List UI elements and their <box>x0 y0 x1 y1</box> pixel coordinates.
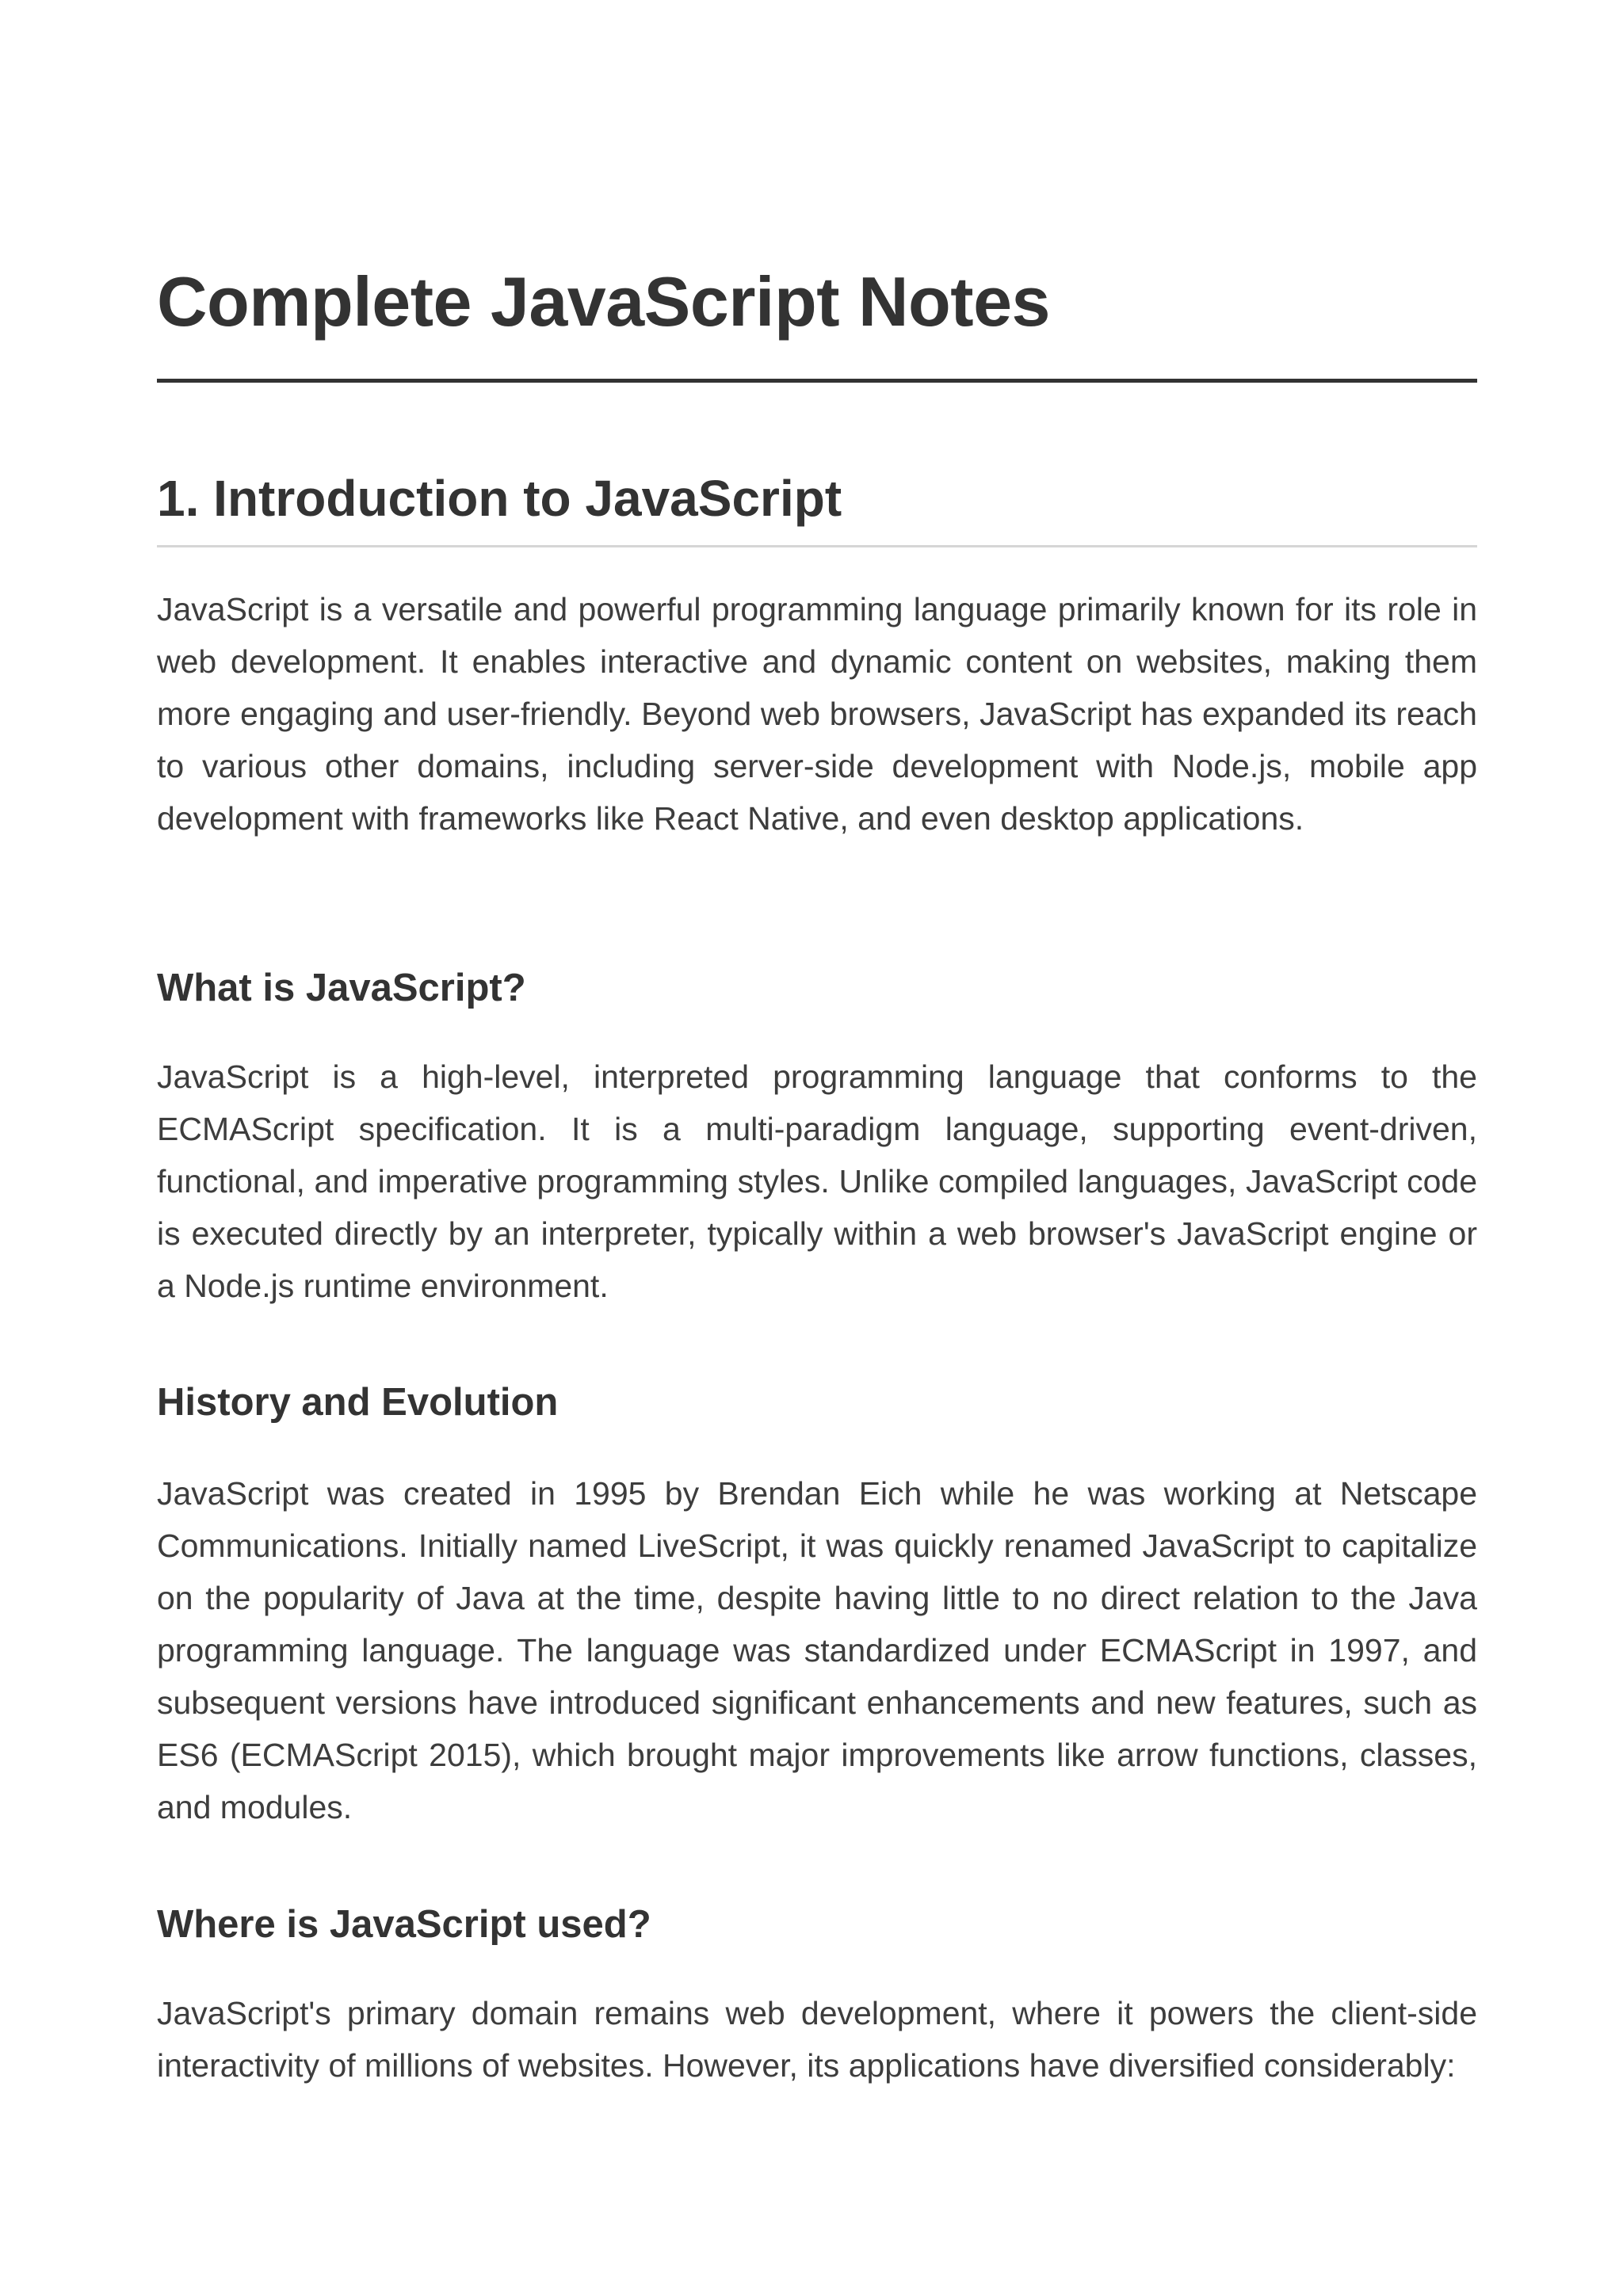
intro-paragraph: JavaScript is a versatile and powerful programming language primarily known for its role in web development. It enables interactive and dynamic content on websites, making them more engaging and user-friendly. Beyond web browsers, JavaScript has expanded its reach to various other domains, including server-side development with Node.js, mobile app development with frameworks like React Native, and even desktop applications. <box>157 591 1477 837</box>
where-used-paragraph: JavaScript's primary domain remains web development, where it powers the client-side interactivity of millions of websites. However, its applications have diversified considerably: <box>157 1995 1477 2084</box>
section-divider <box>157 545 1477 547</box>
what-is-javascript-paragraph: JavaScript is a high-level, interpreted programming language that conforms to the ECMAScript specification. It is a multi-paradigm language, supporting event-driven, functional, and imperative programming styles. Unlike compiled languages, JavaScript code is executed directly by an interpreter, typically within a web browser's JavaScript engine or a Node.js runtime environment. <box>157 1058 1477 1304</box>
subheading-what-is-javascript: What is JavaScript? <box>157 967 526 1009</box>
section-heading-introduction: 1. Introduction to JavaScript <box>157 470 842 527</box>
subheading-history-and-evolution: History and Evolution <box>157 1381 559 1424</box>
document-title: Complete JavaScript Notes <box>157 262 1050 341</box>
title-divider <box>157 379 1477 383</box>
history-paragraph: JavaScript was created in 1995 by Brendan Eich while he was working at Netscape Communications. Initially named LiveScript, it was quickly renamed JavaScript to capitalize on the popularity of Java at the time, despite having little to no direct relation to the Java programming language. The language was standardized under ECMAScript in 1997, and subsequent versions have introduced significant enhancements and new features, such as ES6 (ECMAScript 2015), which brought major improvements like arrow functions, classes, and modules. <box>157 1475 1477 1825</box>
subheading-where-is-javascript-used: Where is JavaScript used? <box>157 1903 651 1946</box>
